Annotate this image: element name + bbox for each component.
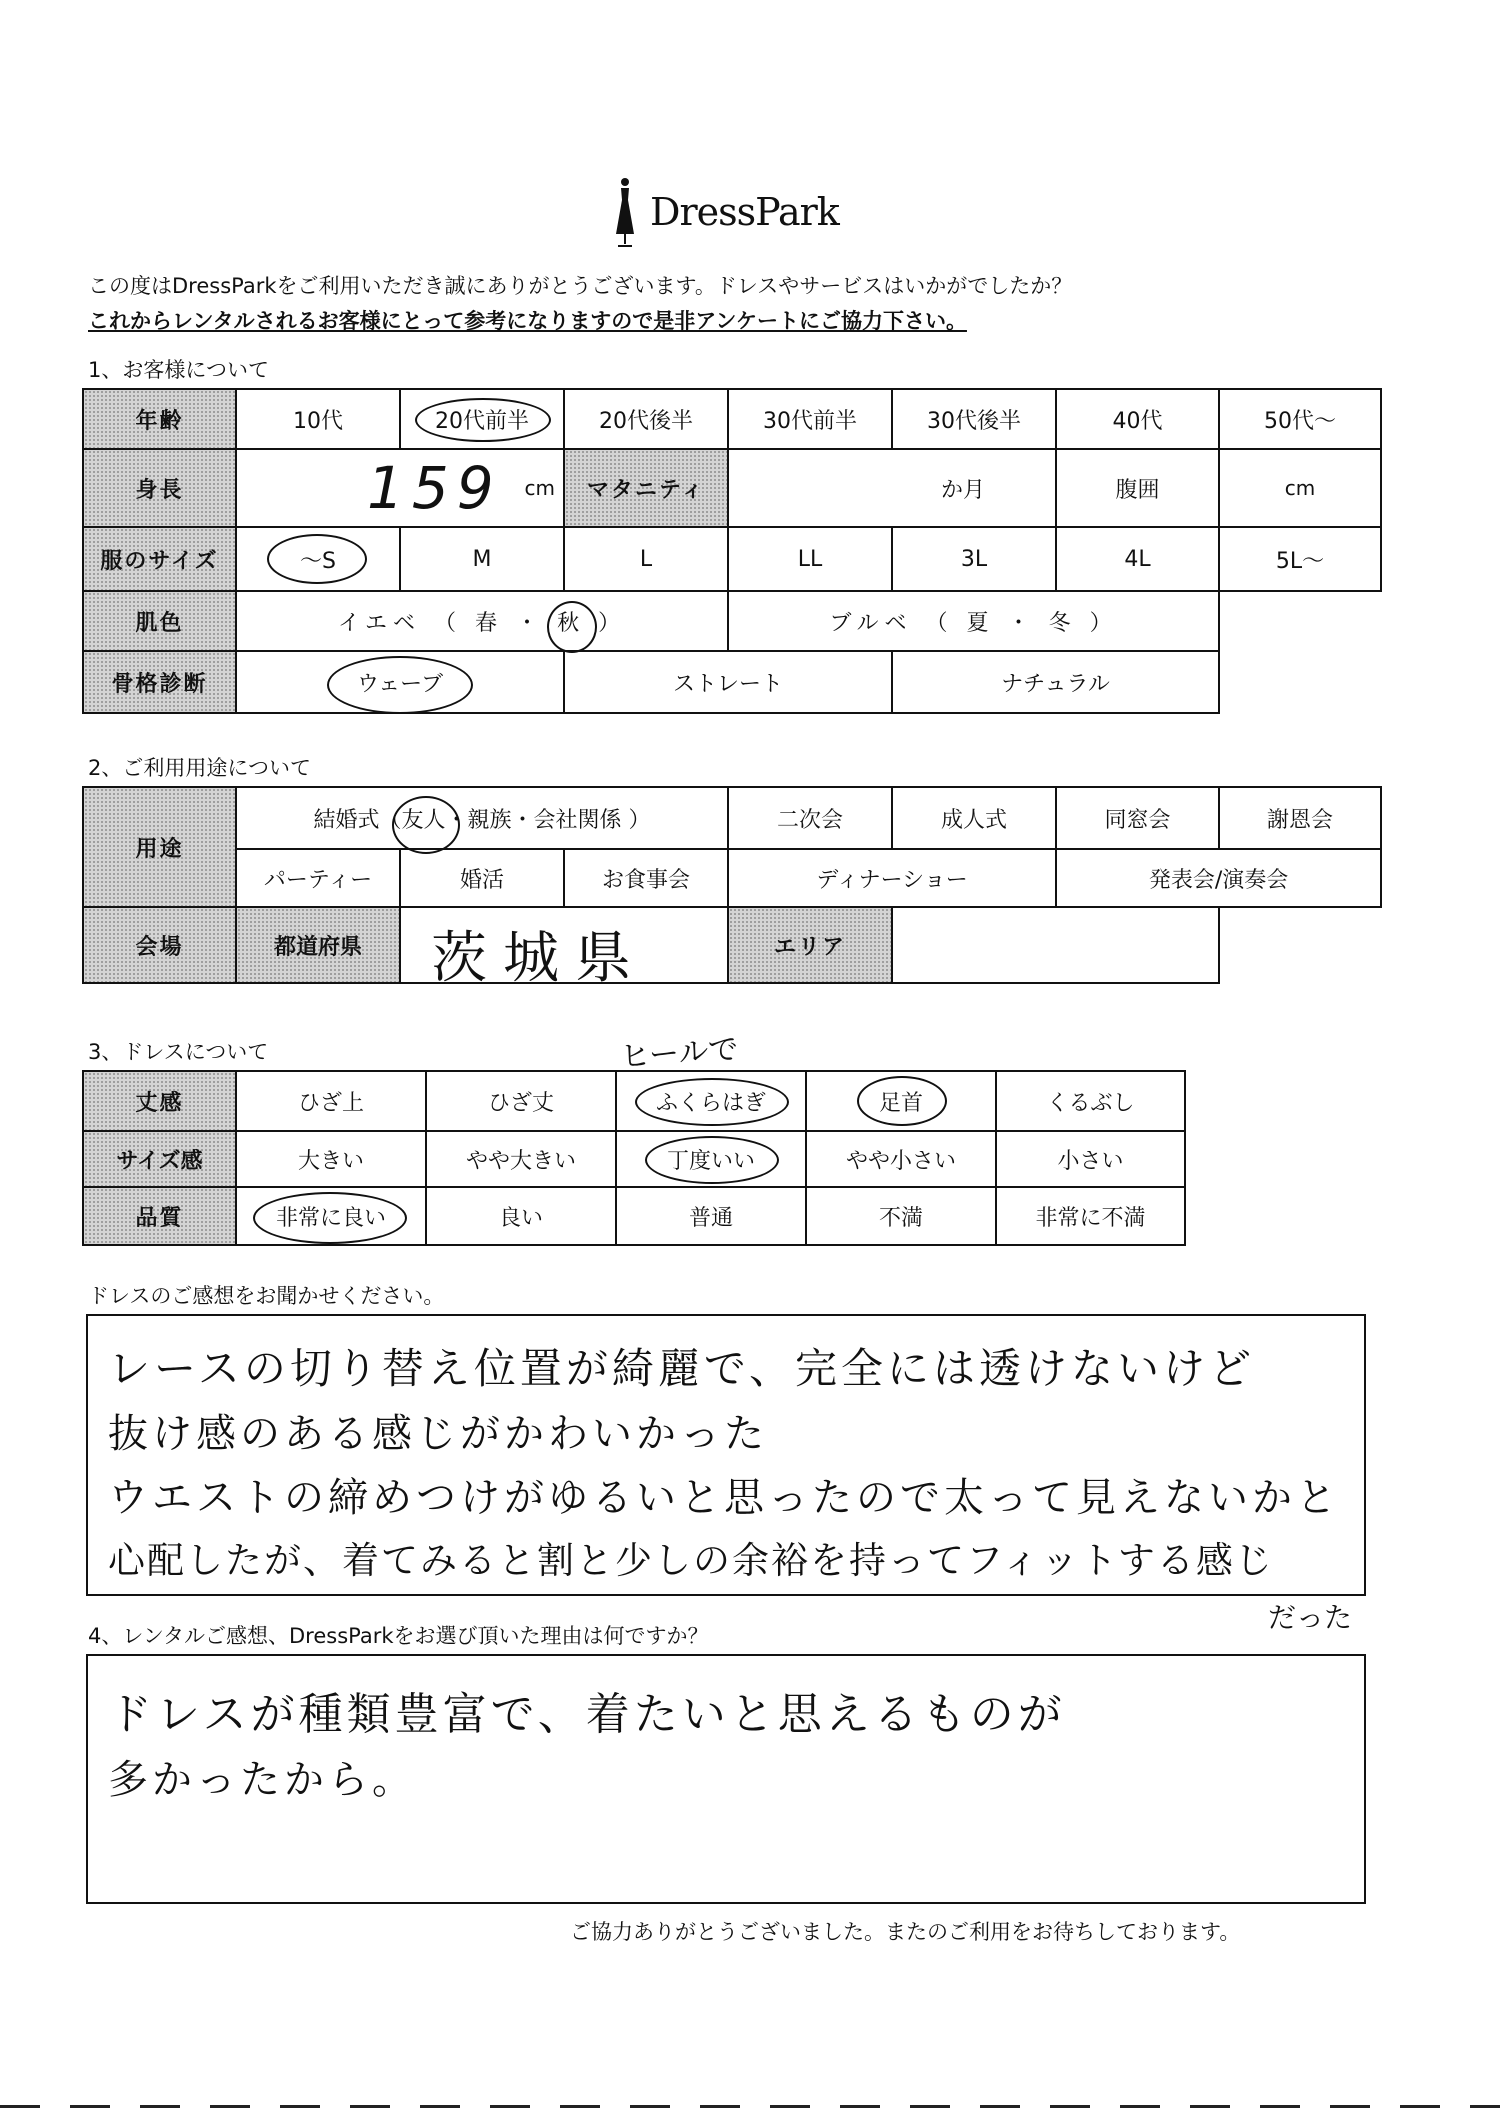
size-label: 服のサイズ bbox=[83, 527, 236, 591]
intro-text: この度はDressParkをご利用いただき誠にありがとうございます。ドレスやサービスはいかがでしたか？ bbox=[88, 274, 1073, 298]
fit-row bbox=[83, 1131, 1185, 1187]
length-row bbox=[83, 1071, 1185, 1131]
usage-table bbox=[82, 786, 1382, 991]
impression-line: 抜け感のある感じがかわいかった bbox=[108, 1411, 768, 1457]
fit-option[interactable]: 小さい bbox=[996, 1131, 1185, 1187]
empty-cell bbox=[1219, 591, 1381, 651]
maternity-field[interactable] bbox=[728, 449, 1056, 527]
fit-label: サイズ感 bbox=[83, 1131, 236, 1187]
skeleton-option[interactable]: ナチュラル bbox=[892, 651, 1219, 713]
prefecture-value: 茨城県 bbox=[431, 926, 647, 991]
usage-label: 用途 bbox=[83, 787, 236, 907]
length-option-label: 足首 bbox=[878, 1090, 923, 1116]
impressions-prompt: ドレスのご感想をお聞かせください。 bbox=[88, 1284, 445, 1308]
length-option-marked[interactable] bbox=[806, 1071, 996, 1131]
selection-circle bbox=[327, 656, 473, 714]
section2-title: 2、ご利用用途について bbox=[88, 756, 311, 780]
selection-circle bbox=[267, 534, 367, 584]
usage-option[interactable]: 発表会/演奏会 bbox=[1056, 849, 1381, 907]
quality-label: 品質 bbox=[83, 1187, 236, 1245]
size-option-label: ～S bbox=[300, 548, 336, 574]
separator: ・ bbox=[1007, 610, 1036, 636]
usage-option[interactable]: 謝恩会 bbox=[1219, 787, 1381, 849]
reason-line: 多かったから。 bbox=[108, 1757, 416, 1803]
section4-title: 4、レンタルご感想、DressParkをお選び頂いた理由は何ですか？ bbox=[88, 1624, 709, 1648]
length-option[interactable]: ひざ丈 bbox=[426, 1071, 616, 1131]
size-option[interactable]: M bbox=[400, 527, 564, 591]
skeleton-option-label: ウェーブ bbox=[356, 671, 444, 697]
scan-edge-divider bbox=[0, 2105, 1500, 2108]
quality-option-label: 非常に良い bbox=[275, 1205, 386, 1231]
customer-table bbox=[82, 388, 1382, 714]
length-option[interactable]: くるぶし bbox=[996, 1071, 1185, 1131]
logo bbox=[608, 176, 868, 256]
quality-option[interactable]: 非常に不満 bbox=[996, 1187, 1185, 1245]
length-option-marked[interactable] bbox=[616, 1071, 806, 1131]
skin-yellow[interactable] bbox=[236, 591, 728, 651]
quality-option[interactable]: 良い bbox=[426, 1187, 616, 1245]
size-option[interactable]: L bbox=[564, 527, 728, 591]
waist-unit: cm bbox=[1284, 475, 1316, 500]
paren-close: ） bbox=[1089, 610, 1118, 636]
skin-summer: 夏 bbox=[966, 610, 995, 636]
waist-label: 腹囲 bbox=[1056, 449, 1219, 527]
skin-yellow-name: イエベ bbox=[337, 610, 422, 636]
wedding-friend: 友人 bbox=[402, 808, 446, 833]
length-option[interactable]: ひざ上 bbox=[236, 1071, 426, 1131]
area-label: エリア bbox=[728, 907, 892, 983]
wedding-prefix: 結婚式（ bbox=[313, 807, 402, 833]
fit-option-selected[interactable] bbox=[616, 1131, 806, 1187]
wedding-rest: ・親族・会社関係 ） bbox=[445, 807, 651, 833]
age-row bbox=[83, 389, 1381, 449]
venue-row bbox=[83, 907, 1381, 983]
impression-line: 心配したが、着てみると割と少しの余裕を持ってフィットする感じ bbox=[108, 1539, 1274, 1582]
quality-option-selected[interactable] bbox=[236, 1187, 426, 1245]
reason-box[interactable] bbox=[86, 1654, 1366, 1904]
selection-circle bbox=[392, 796, 460, 854]
skin-row bbox=[83, 591, 1381, 651]
age-option[interactable]: 40代 bbox=[1056, 389, 1219, 449]
age-option[interactable]: 50代～ bbox=[1219, 389, 1381, 449]
age-option[interactable]: 30代後半 bbox=[892, 389, 1056, 449]
usage-option[interactable]: パーティー bbox=[236, 849, 400, 907]
age-label: 年齢 bbox=[83, 389, 236, 449]
selection-circle bbox=[547, 601, 597, 653]
separator: ・ bbox=[516, 610, 545, 636]
usage-option[interactable]: 同窓会 bbox=[1056, 787, 1219, 849]
impressions-box[interactable] bbox=[86, 1314, 1366, 1596]
paren-open: （ bbox=[434, 610, 463, 636]
paren-close: ） bbox=[598, 610, 627, 636]
length-label: 丈感 bbox=[83, 1071, 236, 1131]
fit-option[interactable]: やや大きい bbox=[426, 1131, 616, 1187]
logo-text: DressPark bbox=[650, 190, 839, 234]
usage-option[interactable]: 成人式 bbox=[892, 787, 1056, 849]
selection-circle bbox=[857, 1076, 947, 1126]
skin-blue[interactable] bbox=[728, 591, 1219, 651]
usage-option[interactable]: 二次会 bbox=[728, 787, 892, 849]
selection-circle bbox=[635, 1078, 789, 1126]
skeleton-row bbox=[83, 651, 1381, 713]
section1-title: 1、お客様について bbox=[88, 358, 269, 382]
fit-option[interactable]: 大きい bbox=[236, 1131, 426, 1187]
impression-line: ウエストの締めつけがゆるいと思ったので太って見えないかと bbox=[108, 1475, 1340, 1521]
area-field[interactable] bbox=[892, 907, 1219, 983]
age-option[interactable]: 20代後半 bbox=[564, 389, 728, 449]
impression-overflow: だった bbox=[1268, 1601, 1353, 1634]
dress-icon bbox=[608, 176, 642, 248]
prefecture-label: 都道府県 bbox=[236, 907, 400, 983]
reason-line: ドレスが種類豊富で、着たいと思えるものが bbox=[108, 1689, 1066, 1740]
skin-label: 肌色 bbox=[83, 591, 236, 651]
height-row bbox=[83, 449, 1381, 527]
size-option[interactable]: 5L～ bbox=[1219, 527, 1381, 591]
size-row bbox=[83, 527, 1381, 591]
fit-option-label: 丁度いい bbox=[666, 1148, 755, 1174]
usage-option[interactable]: ディナーショー bbox=[728, 849, 1056, 907]
selection-circle bbox=[253, 1192, 407, 1244]
quality-option[interactable]: 普通 bbox=[616, 1187, 806, 1245]
empty-cell bbox=[1219, 907, 1381, 983]
maternity-label: マタニティ bbox=[564, 449, 728, 527]
skeleton-option[interactable]: ストレート bbox=[564, 651, 892, 713]
usage-row-1 bbox=[83, 787, 1381, 849]
usage-wedding[interactable] bbox=[236, 787, 728, 849]
usage-option[interactable]: お食事会 bbox=[564, 849, 728, 907]
skin-autumn: 秋 bbox=[557, 611, 585, 636]
usage-row-2 bbox=[83, 849, 1381, 907]
fit-option[interactable]: やや小さい bbox=[806, 1131, 996, 1187]
skin-winter: 冬 bbox=[1048, 610, 1077, 636]
height-unit: cm bbox=[524, 475, 555, 500]
size-option-selected[interactable] bbox=[236, 527, 400, 591]
skin-blue-name: ブルベ bbox=[829, 610, 913, 636]
skeleton-option-selected[interactable] bbox=[236, 651, 564, 713]
empty-cell bbox=[1219, 651, 1381, 713]
selection-circle bbox=[415, 398, 551, 442]
section3-title: 3、ドレスについて bbox=[88, 1040, 269, 1064]
height-value: 159 bbox=[367, 454, 502, 522]
paren-open: （ bbox=[925, 610, 954, 636]
intro-request: これからレンタルされるお客様にとって参考になりますので是非アンケートにご協力下さい。 bbox=[88, 309, 967, 333]
height-label: 身長 bbox=[83, 449, 236, 527]
venue-label: 会場 bbox=[83, 907, 236, 983]
height-field[interactable] bbox=[236, 449, 564, 527]
usage-option[interactable]: 婚活 bbox=[400, 849, 564, 907]
size-option[interactable]: LL bbox=[728, 527, 892, 591]
selection-circle bbox=[645, 1136, 779, 1184]
footer-thanks: ご協力ありがとうございました。またのご利用をお待ちしております。 bbox=[570, 1920, 1241, 1944]
waist-field[interactable] bbox=[1219, 449, 1381, 527]
age-option-selected[interactable] bbox=[400, 389, 564, 449]
quality-option[interactable]: 不満 bbox=[806, 1187, 996, 1245]
dress-table bbox=[82, 1070, 1186, 1246]
length-option-label: ふくらはぎ bbox=[655, 1090, 766, 1116]
age-option[interactable]: 10代 bbox=[236, 389, 400, 449]
age-option-label: 20代前半 bbox=[435, 408, 529, 434]
age-option[interactable]: 30代前半 bbox=[728, 389, 892, 449]
skin-spring: 春 bbox=[475, 610, 504, 636]
prefecture-field[interactable] bbox=[400, 907, 728, 991]
size-option[interactable]: 4L bbox=[1056, 527, 1219, 591]
impression-line: レースの切り替え位置が綺麗で、完全には透けないけど bbox=[108, 1344, 1256, 1393]
skeleton-label: 骨格診断 bbox=[83, 651, 236, 713]
size-option[interactable]: 3L bbox=[892, 527, 1056, 591]
months-unit: か月 bbox=[940, 477, 985, 503]
quality-row bbox=[83, 1187, 1185, 1245]
handwritten-note: ヒールで bbox=[619, 1031, 740, 1076]
